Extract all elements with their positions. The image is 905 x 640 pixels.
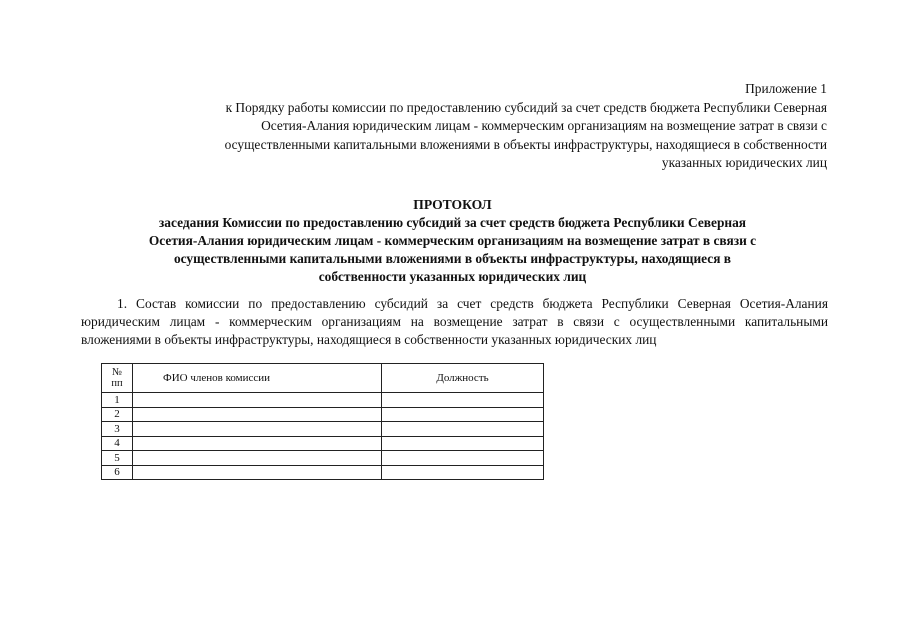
appendix-text-line: осуществленными капитальными вложениями в объекты инфраструктуры, находящиеся в собственности [224, 136, 827, 152]
appendix-text-line: Осетия-Алания юридическим лицам - коммерческим организациям на возмещение затрат в связи с [261, 118, 827, 133]
document-subtitle-line: осуществленными капитальными вложениями в объекты инфраструктуры, находящиеся в [173, 251, 732, 266]
cell-fio[interactable] [133, 422, 382, 437]
paragraph-line: вложениями в объекты инфраструктуры, находящиеся в собственности указанных юридических лиц [81, 332, 657, 347]
appendix-text-line: указанных юридических лиц [661, 155, 827, 170]
row-number: 3 [102, 422, 133, 437]
commission-members-table [101, 363, 544, 480]
appendix-header [147, 80, 827, 173]
cell-fio[interactable] [133, 407, 382, 422]
paragraph-line: 1. Состав комиссии по предоставлению субсидий за счет средств бюджета Республики Северная Осетия-Алания [117, 296, 828, 311]
cell-position[interactable] [382, 422, 544, 437]
cell-fio[interactable] [133, 436, 382, 451]
header-fio: ФИО членов комиссии [133, 364, 382, 393]
cell-fio[interactable] [133, 451, 382, 466]
header-number-symbol: № [111, 367, 123, 378]
document-subtitle-line: заседания Комиссии по предоставлению субсидий за счет средств бюджета Республики Северная [158, 215, 747, 230]
table-row [102, 465, 544, 480]
document-title-block [100, 196, 805, 286]
cell-position[interactable] [382, 407, 544, 422]
appendix-text-line: к Порядку работы комиссии по предоставлению субсидий за счет средств бюджета Республики Северная [225, 99, 827, 115]
header-position: Должность [382, 364, 544, 393]
cell-position[interactable] [382, 393, 544, 408]
row-number: 2 [102, 407, 133, 422]
row-number: 4 [102, 436, 133, 451]
cell-fio[interactable] [133, 393, 382, 408]
document-subtitle-line: Осетия-Алания юридическим лицам - коммерческим организациям на возмещение затрат в связи с [148, 233, 757, 248]
cell-position[interactable] [382, 451, 544, 466]
cell-fio[interactable] [133, 465, 382, 480]
header-number [102, 364, 133, 393]
row-number: 1 [102, 393, 133, 408]
table-row [102, 451, 544, 466]
row-number: 5 [102, 451, 133, 466]
cell-position[interactable] [382, 465, 544, 480]
cell-position[interactable] [382, 436, 544, 451]
row-number: 6 [102, 465, 133, 480]
paragraph-line: юридическим лицам - коммерческим организациям на возмещение затрат в связи с осуществленными капитальными [81, 314, 828, 329]
section-1-paragraph [81, 295, 828, 349]
document-title: ПРОТОКОЛ [413, 197, 492, 212]
appendix-label: Приложение 1 [745, 81, 827, 96]
table-row [102, 436, 544, 451]
table-row [102, 407, 544, 422]
table-header-row [102, 364, 544, 393]
header-number-abbr: пп [111, 378, 123, 389]
table-row [102, 393, 544, 408]
document-subtitle-line: собственности указанных юридических лиц [318, 269, 587, 284]
table-row [102, 422, 544, 437]
